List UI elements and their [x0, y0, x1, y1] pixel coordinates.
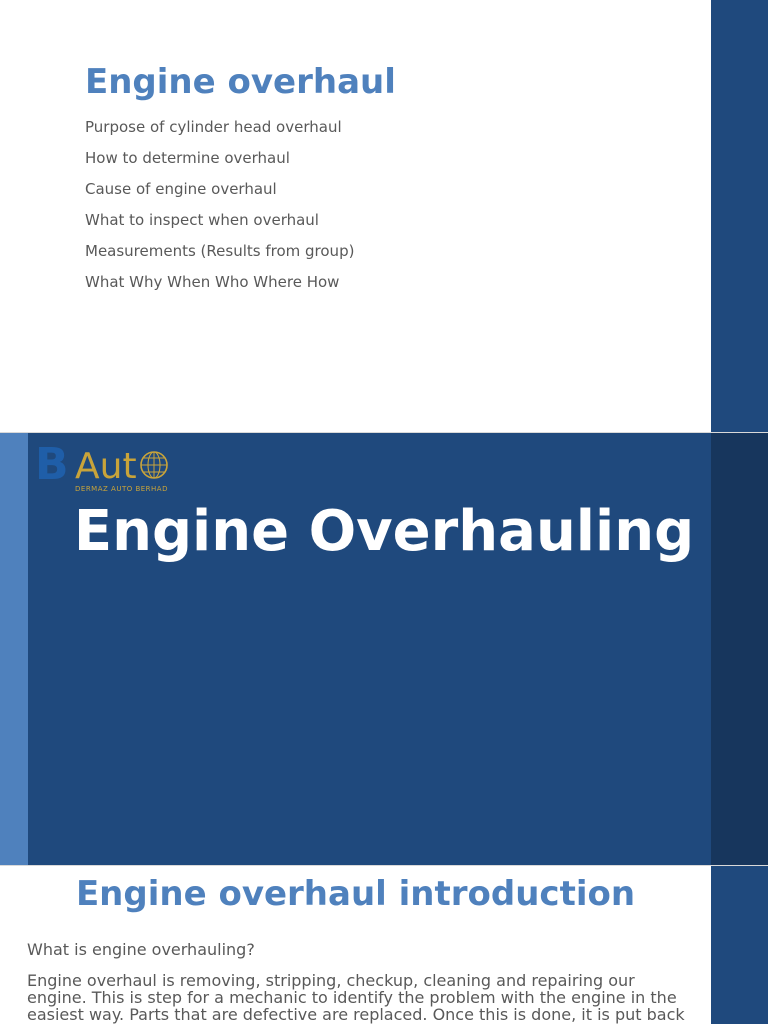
list-item: Cause of engine overhaul — [85, 180, 277, 198]
slide-right-accent-bar — [711, 866, 768, 1024]
list-item: What Why When Who Where How — [85, 273, 340, 291]
list-item: How to determine overhaul — [85, 149, 290, 167]
list-item: Measurements (Results from group) — [85, 242, 355, 260]
company-logo — [35, 441, 175, 491]
slide-engine-overhauling-title — [0, 433, 768, 865]
intro-body-text: Engine overhaul is removing, stripping, checkup, cleaning and repairing our engine. This is step for a mechanic to identify the problem with the engine in the easiest way. Parts that are defective are replaced. Once this is done, it is put back — [27, 971, 685, 1024]
slide-left-accent-bar — [0, 433, 28, 865]
slide-engine-overhaul-agenda — [0, 0, 768, 432]
agenda-list — [85, 116, 354, 302]
logo-tagline: DERMAZ AUTO BERHAD — [75, 485, 168, 493]
logo-letter: B — [35, 439, 69, 490]
slide-engine-overhaul-introduction — [0, 866, 768, 1024]
list-item: Purpose of cylinder head overhaul — [85, 118, 342, 136]
globe-icon — [139, 450, 169, 480]
slide-right-accent-bar — [711, 433, 768, 865]
slide-title: Engine Overhauling — [73, 499, 695, 564]
logo-text: Aut — [75, 446, 137, 487]
slide-title: Engine overhaul introduction — [75, 874, 636, 914]
slide-title: Engine overhaul — [85, 62, 396, 102]
intro-question: What is engine overhauling? — [27, 940, 255, 959]
list-item: What to inspect when overhaul — [85, 211, 319, 229]
slide-right-accent-bar — [711, 0, 768, 432]
